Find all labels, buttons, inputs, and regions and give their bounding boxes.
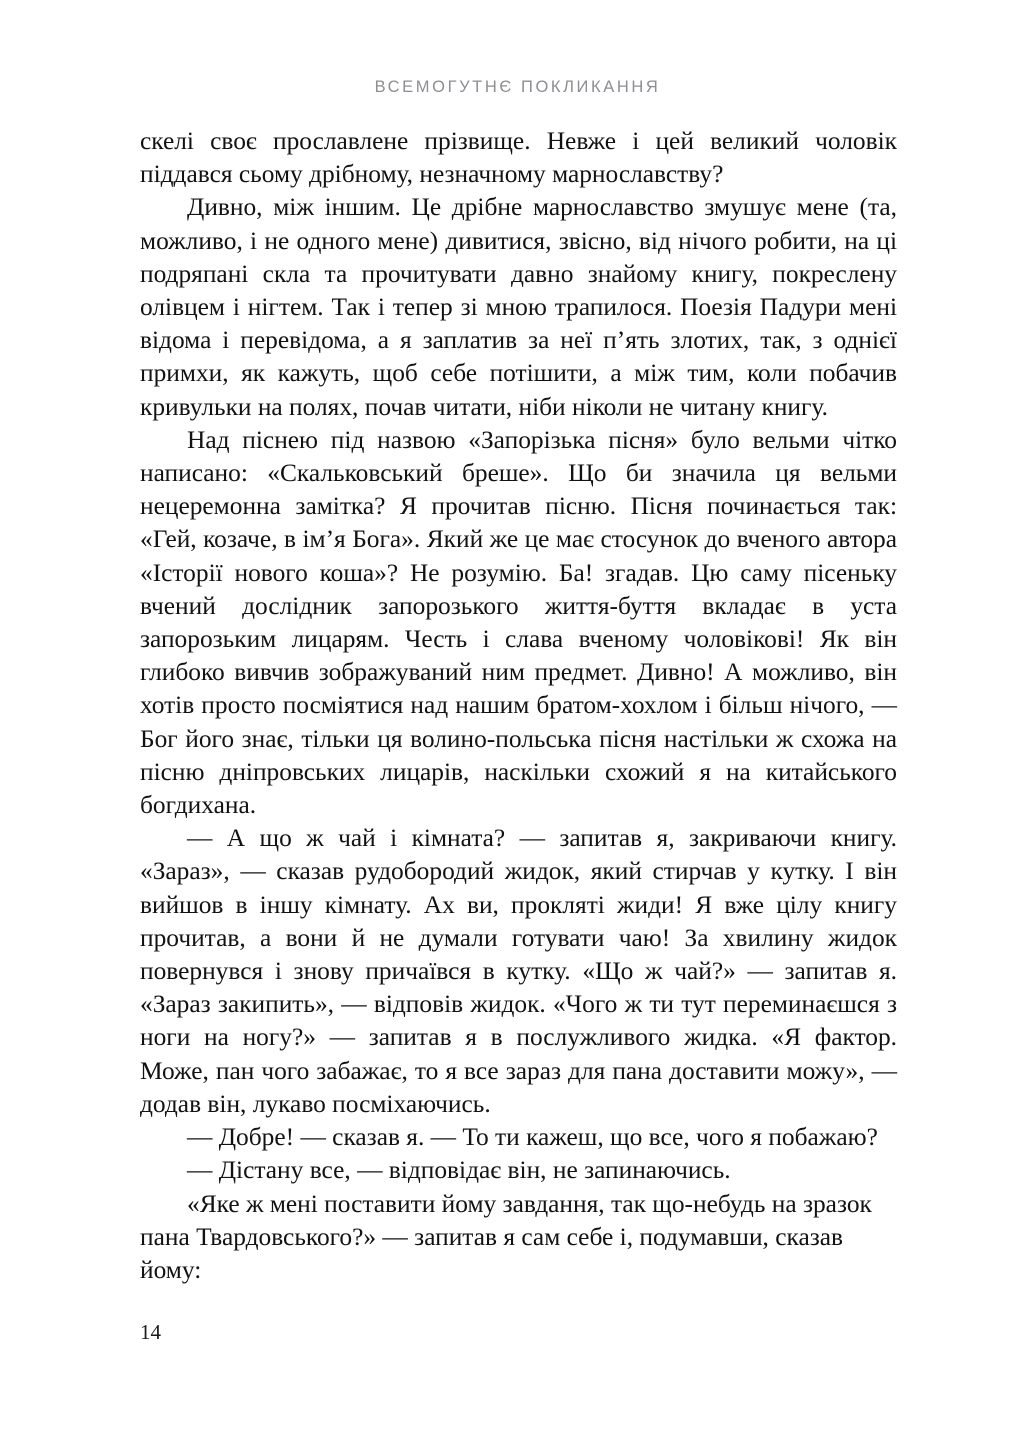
body-text-block xyxy=(140,125,897,1287)
page-number: 14 xyxy=(140,1320,161,1344)
paragraph: — Дістану все, — відповідає він, не запинаючись. xyxy=(187,1156,731,1185)
paragraph: Над піснею під назвою «Запорізька пісня» було вельми чітко написано: «Скальковський бреше». Що би значила ця вельми нецеремонна замітка? Я прочитав пісню. Пісня починається так: «Гей, козаче, в ім’я Бога». Який же це має стосунок до вченого автора «Історії нового коша»? Не розумію. Ба! згадав. Цю саму пісеньку вчений дослідник запорозького життя-буття вкладає в уста запорозьким лицарям. Честь і слава вченому чоловікові! Як він глибоко вивчив зображуваний ним предмет. Дивно! А можливо, він хотів просто посміятися над нашим братом-хохлом і більш нічого, — Бог його знає, тільки ця волино-польська пісня настільки ж схожа на пісню дніпровських лицарів, наскільки схожий я на китайського богдихана. xyxy=(140,425,897,820)
paragraph: — А що ж чай і кімната? — запитав я, закриваючи книгу. «Зараз», — сказав рудобородий жидок, який стирчав у кутку. І він вийшов в іншу кімнату. Ах ви, прокляті жиди! Я вже цілу книгу прочитав, а вони й не думали готувати чаю! За хвилину жидок повернувся і знову причаївся в кутку. «Що ж чай?» — запитав я. «Зараз закипить», — відповів жидок. «Чого ж ти тут переминаєшся з ноги на ногу?» — запитав я в послужливого жидка. «Я фактор. Може, пан чого забажає, то я все зараз для пана доставити можу», — додав він, лукаво посміхаючись. xyxy=(140,824,897,1118)
paragraph: Дивно, між іншим. Це дрібне марнославство змушує мене (та, можливо, і не одного мене) дивитися, звісно, від нічого робити, на ці подряпані скла та прочитувати давно знайому книгу, покреслену олівцем і нігтем. Так і тепер зі мною трапилося. Поезія Падури мені відома і перевідома, а я заплатив за неї п’ять злотих, так, з однієї примхи, як кажуть, щоб себе потішити, а між тим, коли побачив кривульки на полях, почав читати, ніби ніколи не читану книгу. xyxy=(140,193,897,421)
paragraph: — Добре! — сказав я. — То ти кажеш, що все, чого я побажаю? xyxy=(187,1123,878,1152)
paragraph: «Яке ж мені поставити йому завдання, так що-небудь на зразок пана Твардовського?» — запитав я сам себе і, подумавши, сказав йому: xyxy=(140,1189,872,1284)
paragraph: скелі своє прославлене прізвище. Невже і цей великий чоловік піддався сьому дрібному, незначному марнославству? xyxy=(140,127,897,189)
running-head: ВСЕМОГУТНЄ ПОКЛИКАННЯ xyxy=(374,78,661,96)
